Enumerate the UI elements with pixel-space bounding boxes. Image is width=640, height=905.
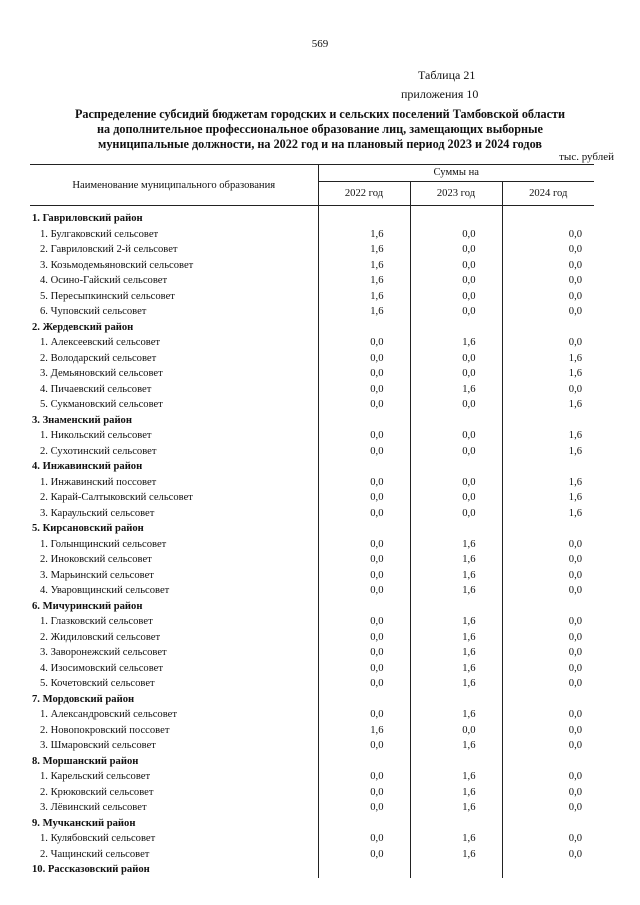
settlement-row: [30, 645, 594, 661]
value-cell-2024: 0,0: [568, 275, 583, 286]
value-cell-2023: 0,0: [410, 366, 502, 382]
value-cell-2024: 0,0: [568, 244, 583, 255]
value-cell-2024: 1,6: [568, 368, 583, 379]
value-cell-2024: 0,0: [568, 337, 583, 348]
settlement-row: [30, 738, 594, 754]
value-cell-2022: 0,0: [318, 351, 410, 367]
settlement-name: 2. Карай-Салтыковский сельсовет: [30, 490, 318, 506]
district-row: [30, 754, 594, 770]
settlement-name: 5. Пересыпкинский сельсовет: [30, 289, 318, 305]
district-row: [30, 692, 594, 708]
value-cell-2022: 0,0: [318, 583, 410, 599]
value-cell-2022: 0,0: [318, 785, 410, 801]
value-cell-2023: [410, 211, 502, 227]
value-cell-2022: 0,0: [318, 335, 410, 351]
value-cell-2023: 0,0: [410, 506, 502, 522]
header-year-2023: 2023 год: [410, 181, 502, 205]
value-cell-2023: 0,0: [410, 227, 502, 243]
value-cell-2023: [410, 862, 502, 878]
district-row: [30, 599, 594, 615]
value-cell-2022: 0,0: [318, 769, 410, 785]
settlement-row: [30, 506, 594, 522]
district-name: 1. Гавриловский район: [30, 211, 318, 227]
value-cell-2024: [502, 320, 594, 336]
value-cell-2023: [410, 320, 502, 336]
settlement-name: 3. Шмаровский сельсовет: [30, 738, 318, 754]
value-cell-2022: 0,0: [318, 676, 410, 692]
value-cell-2024: 1,6: [568, 352, 583, 364]
value-cell-2022: 0,0: [318, 444, 410, 460]
value-cell-2024: 0,0: [568, 647, 583, 658]
value-cell-2023: 1,6: [410, 831, 502, 847]
settlement-row: [30, 831, 594, 847]
value-cell-2023: [410, 459, 502, 475]
value-cell-2022: 1,6: [318, 242, 410, 258]
value-cell-2022: 0,0: [318, 490, 410, 506]
settlement-name: 1. Глазковский сельсовет: [30, 614, 318, 630]
value-cell-2024: 0,0: [568, 554, 583, 565]
value-cell-2022: 0,0: [318, 661, 410, 677]
settlement-row: [30, 676, 594, 692]
settlement-row: [30, 614, 594, 630]
settlement-name: 2. Новопокровский поссовет: [30, 723, 318, 739]
title-line: на дополнительное профессиональное образование лиц, замещающих выборные: [97, 122, 543, 136]
settlement-name: 2. Володарский сельсовет: [30, 351, 318, 367]
settlement-name: 3. Марьинский сельсовет: [30, 568, 318, 584]
settlement-name: 4. Уваровщинский сельсовет: [30, 583, 318, 599]
value-cell-2024: 0,0: [568, 848, 583, 860]
settlement-row: [30, 475, 594, 491]
settlement-name: 4. Осино-Гайский сельсовет: [30, 273, 318, 289]
value-cell-2022: 0,0: [318, 366, 410, 382]
district-name: 2. Жердевский район: [30, 320, 318, 336]
value-cell-2022: [318, 211, 410, 227]
value-cell-2024: 0,0: [568, 678, 583, 689]
district-row: [30, 413, 594, 429]
header-name-column: Наименование муниципального образования: [30, 165, 318, 206]
value-cell-2022: 1,6: [318, 723, 410, 739]
value-cell-2022: [318, 816, 410, 832]
value-cell-2024: 0,0: [568, 228, 583, 240]
district-row: [30, 211, 594, 227]
value-cell-2023: 1,6: [410, 583, 502, 599]
value-cell-2024: [502, 211, 594, 227]
value-cell-2024: 0,0: [568, 740, 583, 751]
value-cell-2024: 0,0: [568, 662, 583, 674]
settlement-name: 3. Заворонежский сельсовет: [30, 645, 318, 661]
value-cell-2023: 0,0: [410, 304, 502, 320]
district-name: 5. Кирсановский район: [30, 521, 318, 537]
value-cell-2024: 1,6: [568, 476, 583, 488]
value-cell-2024: 0,0: [568, 306, 583, 317]
value-cell-2024: 0,0: [568, 631, 583, 643]
table-label: Таблица 21: [418, 68, 476, 82]
value-cell-2022: 0,0: [318, 645, 410, 661]
district-name: 9. Мучканский район: [30, 816, 318, 832]
value-cell-2024: 1,6: [568, 492, 583, 503]
value-cell-2022: [318, 599, 410, 615]
settlement-row: [30, 630, 594, 646]
value-cell-2023: 1,6: [410, 552, 502, 568]
settlement-name: 2. Крюковский сельсовет: [30, 785, 318, 801]
value-cell-2022: 0,0: [318, 568, 410, 584]
district-row: [30, 862, 594, 878]
value-cell-2023: 1,6: [410, 568, 502, 584]
value-cell-2023: 1,6: [410, 661, 502, 677]
value-cell-2024: [502, 862, 594, 878]
value-cell-2022: [318, 521, 410, 537]
title-line: муниципальные должности, на 2022 год и на плановый период 2023 и 2024 годов: [98, 137, 542, 151]
value-cell-2023: 1,6: [410, 785, 502, 801]
value-cell-2023: 1,6: [410, 537, 502, 553]
table-body: [30, 206, 594, 878]
settlement-name: 2. Сухотинский сельсовет: [30, 444, 318, 460]
value-cell-2024: 1,6: [568, 507, 583, 519]
header-year-2022: 2022 год: [318, 181, 410, 205]
settlement-row: [30, 227, 594, 243]
settlement-row: [30, 568, 594, 584]
settlement-name: 1. Карельский сельсовет: [30, 769, 318, 785]
value-cell-2023: 1,6: [410, 769, 502, 785]
value-cell-2023: 0,0: [410, 242, 502, 258]
value-cell-2024: [502, 599, 594, 615]
settlement-name: 2. Иноковский сельсовет: [30, 552, 318, 568]
value-cell-2023: 1,6: [410, 707, 502, 723]
value-cell-2023: 0,0: [410, 273, 502, 289]
settlement-row: [30, 444, 594, 460]
settlement-row: [30, 661, 594, 677]
header-sums: Суммы на: [318, 165, 594, 182]
settlement-name: 3. Козьмодемьяновский сельсовет: [30, 258, 318, 274]
value-cell-2022: [318, 692, 410, 708]
value-cell-2023: 0,0: [410, 397, 502, 413]
value-cell-2022: [318, 320, 410, 336]
settlement-name: 2. Гавриловский 2-й сельсовет: [30, 242, 318, 258]
settlement-row: [30, 769, 594, 785]
value-cell-2023: 1,6: [410, 676, 502, 692]
value-cell-2023: 0,0: [410, 351, 502, 367]
settlement-name: 1. Инжавинский поссовет: [30, 475, 318, 491]
value-cell-2023: [410, 816, 502, 832]
value-cell-2022: 0,0: [318, 614, 410, 630]
value-cell-2024: [502, 521, 594, 537]
value-cell-2024: 0,0: [568, 616, 583, 627]
settlement-row: [30, 847, 594, 863]
district-name: 8. Моршанский район: [30, 754, 318, 770]
value-cell-2023: 1,6: [410, 382, 502, 398]
value-cell-2023: [410, 599, 502, 615]
settlement-row: [30, 428, 594, 444]
value-cell-2022: 0,0: [318, 707, 410, 723]
value-cell-2023: 1,6: [410, 847, 502, 863]
value-cell-2022: [318, 754, 410, 770]
settlement-row: [30, 707, 594, 723]
value-cell-2024: 0,0: [568, 771, 583, 782]
value-cell-2022: 1,6: [318, 289, 410, 305]
value-cell-2024: 1,6: [568, 430, 583, 441]
value-cell-2024: [502, 754, 594, 770]
district-name: 10. Рассказовский район: [30, 862, 318, 878]
settlement-name: 1. Алексеевский сельсовет: [30, 335, 318, 351]
document-title: [30, 107, 610, 152]
value-cell-2024: [502, 459, 594, 475]
settlement-name: 4. Пичаевский сельсовет: [30, 382, 318, 398]
settlement-row: [30, 397, 594, 413]
settlement-name: 3. Лёвинский сельсовет: [30, 800, 318, 816]
settlement-name: 1. Кулябовский сельсовет: [30, 831, 318, 847]
header-year-2024: 2024 год: [502, 181, 594, 205]
district-row: [30, 521, 594, 537]
settlement-row: [30, 552, 594, 568]
settlement-name: 2. Жидиловский сельсовет: [30, 630, 318, 646]
district-row: [30, 816, 594, 832]
settlement-name: 2. Чащинский сельсовет: [30, 847, 318, 863]
subsidy-table: [30, 164, 594, 878]
value-cell-2023: [410, 692, 502, 708]
settlement-name: 6. Чуповский сельсовет: [30, 304, 318, 320]
district-name: 7. Мордовский район: [30, 692, 318, 708]
settlement-name: 4. Изосимовский сельсовет: [30, 661, 318, 677]
value-cell-2022: [318, 459, 410, 475]
value-cell-2024: 0,0: [568, 569, 583, 581]
settlement-name: 3. Караульский сельсовет: [30, 506, 318, 522]
settlement-name: 1. Булгаковский сельсовет: [30, 227, 318, 243]
value-cell-2022: [318, 413, 410, 429]
value-cell-2023: 0,0: [410, 444, 502, 460]
settlement-row: [30, 289, 594, 305]
value-cell-2023: 0,0: [410, 490, 502, 506]
value-cell-2024: 0,0: [568, 802, 583, 813]
settlement-name: 1. Голынщинский сельсовет: [30, 537, 318, 553]
settlement-row: [30, 335, 594, 351]
value-cell-2022: 0,0: [318, 506, 410, 522]
settlement-name: 1. Александровский сельсовет: [30, 707, 318, 723]
value-cell-2023: 1,6: [410, 645, 502, 661]
district-name: 4. Инжавинский район: [30, 459, 318, 475]
value-cell-2023: 1,6: [410, 738, 502, 754]
value-cell-2022: [318, 862, 410, 878]
value-cell-2023: 0,0: [410, 289, 502, 305]
settlement-row: [30, 723, 594, 739]
value-cell-2024: 0,0: [568, 383, 583, 395]
value-cell-2023: [410, 413, 502, 429]
settlement-row: [30, 490, 594, 506]
value-cell-2023: [410, 521, 502, 537]
value-cell-2023: 0,0: [410, 428, 502, 444]
value-cell-2022: 0,0: [318, 552, 410, 568]
value-cell-2022: 0,0: [318, 630, 410, 646]
settlement-name: 5. Кочетовский сельсовет: [30, 676, 318, 692]
value-cell-2024: 0,0: [568, 259, 583, 271]
page-number: 569: [311, 38, 329, 50]
settlement-row: [30, 351, 594, 367]
settlement-row: [30, 273, 594, 289]
value-cell-2024: 0,0: [568, 290, 583, 302]
value-cell-2022: 0,0: [318, 537, 410, 553]
value-cell-2022: 1,6: [318, 227, 410, 243]
settlement-name: 3. Демьяновский сельсовет: [30, 366, 318, 382]
settlement-row: [30, 304, 594, 320]
value-cell-2024: 1,6: [568, 445, 583, 457]
value-cell-2023: 1,6: [410, 335, 502, 351]
settlement-row: [30, 382, 594, 398]
settlement-row: [30, 258, 594, 274]
value-cell-2022: 0,0: [318, 831, 410, 847]
value-cell-2024: 0,0: [568, 724, 583, 736]
settlement-row: [30, 583, 594, 599]
value-cell-2022: 0,0: [318, 382, 410, 398]
value-cell-2024: [502, 692, 594, 708]
value-cell-2023: 1,6: [410, 800, 502, 816]
value-cell-2022: 0,0: [318, 847, 410, 863]
value-cell-2024: 0,0: [568, 786, 583, 798]
value-cell-2023: 0,0: [410, 258, 502, 274]
district-row: [30, 459, 594, 475]
value-cell-2022: 1,6: [318, 258, 410, 274]
value-cell-2023: 0,0: [410, 723, 502, 739]
settlement-row: [30, 800, 594, 816]
settlement-row: [30, 242, 594, 258]
value-cell-2022: 0,0: [318, 800, 410, 816]
settlement-row: [30, 537, 594, 553]
value-cell-2022: 0,0: [318, 428, 410, 444]
value-cell-2024: 0,0: [568, 538, 583, 550]
title-line: Распределение субсидий бюджетам городских и сельских поселений Тамбовской области: [74, 107, 566, 121]
value-cell-2024: [502, 816, 594, 832]
appendix-label: приложения 10: [401, 87, 479, 101]
value-cell-2024: [502, 413, 594, 429]
district-name: 6. Мичуринский район: [30, 599, 318, 615]
value-cell-2022: 0,0: [318, 475, 410, 491]
value-cell-2024: 1,6: [568, 399, 583, 410]
units-label: тыс. рублей: [559, 151, 614, 163]
value-cell-2024: 0,0: [568, 833, 583, 844]
settlement-row: [30, 785, 594, 801]
settlement-name: 5. Сукмановский сельсовет: [30, 397, 318, 413]
value-cell-2024: 0,0: [568, 585, 583, 596]
district-name: 3. Знаменский район: [30, 413, 318, 429]
value-cell-2022: 0,0: [318, 397, 410, 413]
value-cell-2023: 1,6: [410, 630, 502, 646]
district-row: [30, 320, 594, 336]
settlement-row: [30, 366, 594, 382]
value-cell-2022: 1,6: [318, 304, 410, 320]
value-cell-2024: 0,0: [568, 709, 583, 720]
settlement-name: 1. Никольский сельсовет: [30, 428, 318, 444]
value-cell-2022: 0,0: [318, 738, 410, 754]
value-cell-2023: 0,0: [410, 475, 502, 491]
value-cell-2022: 1,6: [318, 273, 410, 289]
value-cell-2023: 1,6: [410, 614, 502, 630]
value-cell-2023: [410, 754, 502, 770]
